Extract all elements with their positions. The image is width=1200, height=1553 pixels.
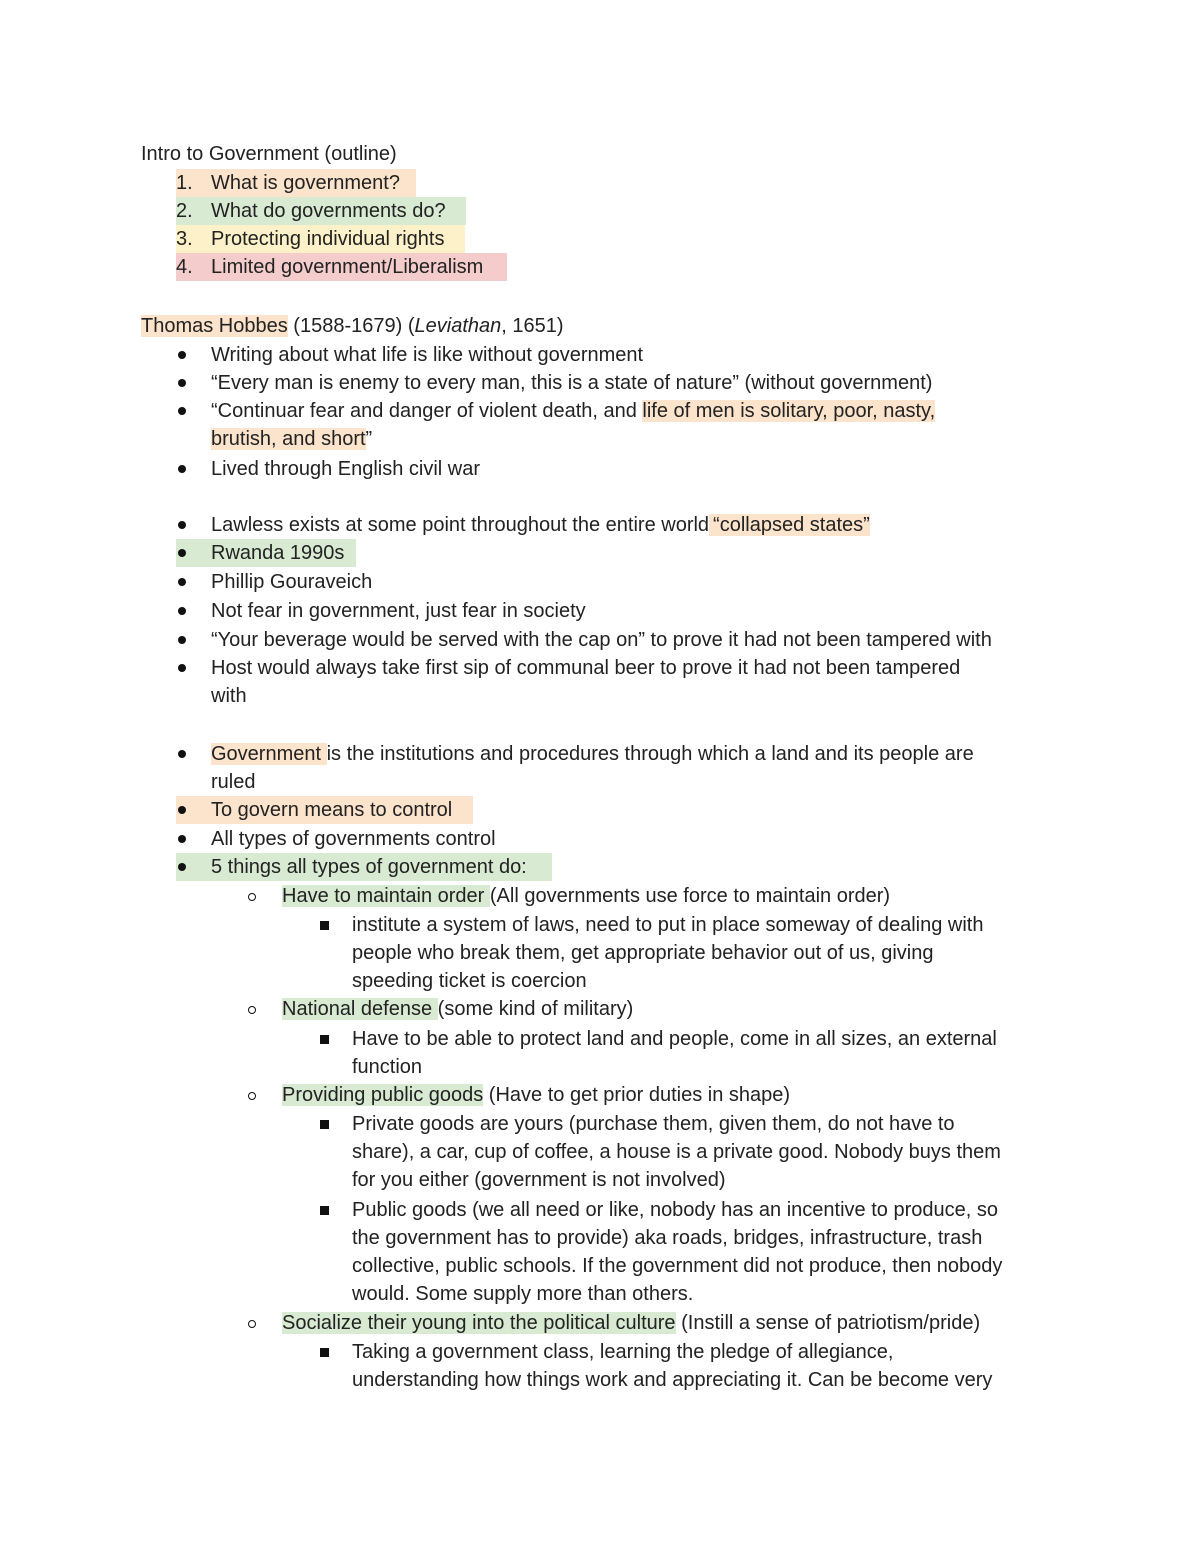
defense-sub-line: function	[352, 1056, 423, 1078]
public-text: (Have to get prior duties in shape)	[483, 1084, 791, 1106]
public-goods-line: would. Some supply more than others.	[352, 1283, 694, 1305]
order-highlight: Have to maintain order	[282, 885, 490, 907]
outline-text: What do governments do?	[211, 200, 446, 222]
socialize-line	[282, 1309, 980, 1337]
lawless-line	[211, 511, 870, 539]
gov-def-text: is the institutions and procedures through which a land and its people are	[326, 743, 974, 765]
private-goods-line: Private goods are yours (purchase them, given them, do not have to	[352, 1113, 955, 1135]
gov-def-line-2: ruled	[211, 771, 256, 793]
bullet-icon	[178, 607, 186, 615]
bullet-icon	[178, 863, 186, 871]
host-line-1: Host would always take first sip of communal beer to prove it had not been tampered	[211, 657, 961, 679]
lawless-text: Lawless exists at some point throughout the entire world	[211, 514, 710, 536]
govern-text: To govern means to control	[211, 799, 453, 821]
bullet-icon	[178, 379, 186, 387]
public-goods-line: Public goods (we all need or like, nobody has an incentive to produce, so	[352, 1199, 998, 1221]
quote-end: ”	[365, 428, 373, 450]
bullet-icon	[178, 835, 186, 843]
hobbes-year: , 1651)	[501, 315, 564, 337]
quote-highlight-1: life of men is solitary, poor, nasty,	[642, 400, 936, 422]
bullet-icon	[178, 407, 186, 415]
outline-number: 1.	[176, 172, 193, 194]
document-title: Intro to Government (outline)	[141, 143, 397, 165]
bullet-icon	[178, 465, 186, 473]
bullet-icon	[178, 549, 186, 557]
bullet-icon	[178, 636, 186, 644]
square-bullet-icon	[320, 1206, 329, 1215]
bullet-text: Writing about what life is like without government	[211, 344, 644, 366]
rwanda-text: Rwanda 1990s	[211, 542, 345, 564]
gov-def-line-1	[211, 740, 974, 768]
public-line	[282, 1081, 790, 1109]
circle-bullet-icon	[248, 1320, 256, 1328]
circle-bullet-icon	[248, 1006, 256, 1014]
private-goods-line: share), a car, cup of coffee, a house is a private good. Nobody buys them	[352, 1141, 1001, 1163]
bullet-icon	[178, 578, 186, 586]
socialize-sub-line: Taking a government class, learning the pledge of allegiance,	[352, 1341, 894, 1363]
govern-item	[176, 796, 473, 824]
outline-text: What is government?	[211, 172, 400, 194]
bullet-text: “Your beverage would be served with the cap on” to prove it had not been tampered with	[211, 629, 992, 651]
bullet-text: All types of governments control	[211, 828, 496, 850]
bullet-icon	[178, 806, 186, 814]
bullet-icon	[178, 664, 186, 672]
lawless-highlight: “collapsed states”	[709, 514, 870, 536]
outline-item-4	[176, 253, 507, 281]
order-line	[282, 882, 890, 910]
quote-highlight-2: brutish, and short	[211, 428, 366, 450]
outline-number: 4.	[176, 256, 193, 278]
order-sub-line: institute a system of laws, need to put in place someway of dealing with	[352, 914, 984, 936]
defense-sub-line: Have to be able to protect land and people, come in all sizes, an external	[352, 1028, 997, 1050]
hobbes-heading	[141, 312, 564, 340]
order-text: (All governments use force to maintain order)	[489, 885, 891, 907]
square-bullet-icon	[320, 1035, 329, 1044]
bullet-icon	[178, 750, 186, 758]
outline-text: Protecting individual rights	[211, 228, 445, 250]
bullet-icon	[178, 521, 186, 529]
bullet-text: “Every man is enemy to every man, this is a state of nature” (without government)	[211, 372, 933, 394]
outline-text: Limited government/Liberalism	[211, 256, 484, 278]
public-goods-line: the government has to provide) aka roads, bridges, infrastructure, trash	[352, 1227, 983, 1249]
bullet-text: Lived through English civil war	[211, 458, 481, 480]
outline-item-3	[176, 225, 465, 253]
private-goods-line: for you either (government is not involved)	[352, 1169, 726, 1191]
gov-def-highlight: Government	[211, 743, 327, 765]
square-bullet-icon	[320, 921, 329, 930]
socialize-sub-line: understanding how things work and appreciating it. Can be become very	[352, 1369, 993, 1391]
square-bullet-icon	[320, 1120, 329, 1129]
order-sub-line: people who break them, get appropriate behavior out of us, giving	[352, 942, 934, 964]
five-things-text: 5 things all types of government do:	[211, 856, 527, 878]
public-goods-line: collective, public schools. If the government did not produce, then nobody	[352, 1255, 1003, 1277]
quote-line-2	[211, 425, 372, 453]
host-line-2: with	[211, 685, 247, 707]
circle-bullet-icon	[248, 1092, 256, 1100]
bullet-text: Not fear in government, just fear in society	[211, 600, 586, 622]
defense-highlight: National defense	[282, 998, 438, 1020]
five-things-item	[176, 853, 552, 881]
outline-number: 2.	[176, 200, 193, 222]
hobbes-book: Leviathan	[414, 315, 502, 337]
defense-line	[282, 995, 633, 1023]
outline-item-1	[176, 169, 416, 197]
public-highlight: Providing public goods	[282, 1084, 484, 1106]
defense-text: (some kind of military)	[437, 998, 634, 1020]
quote-line-1	[211, 397, 935, 425]
socialize-text: (Instill a sense of patriotism/pride)	[675, 1312, 981, 1334]
bullet-text: Phillip Gouraveich	[211, 571, 373, 593]
outline-item-2	[176, 197, 466, 225]
circle-bullet-icon	[248, 893, 256, 901]
quote-text: “Continuar fear and danger of violent death, and	[211, 400, 643, 422]
outline-number: 3.	[176, 228, 193, 250]
socialize-highlight: Socialize their young into the political culture	[282, 1312, 676, 1334]
order-sub-line: speeding ticket is coercion	[352, 970, 587, 992]
square-bullet-icon	[320, 1348, 329, 1357]
hobbes-dates: (1588-1679) (	[287, 315, 415, 337]
rwanda-item	[176, 539, 356, 567]
hobbes-name: Thomas Hobbes	[141, 315, 288, 337]
bullet-icon	[178, 351, 186, 359]
